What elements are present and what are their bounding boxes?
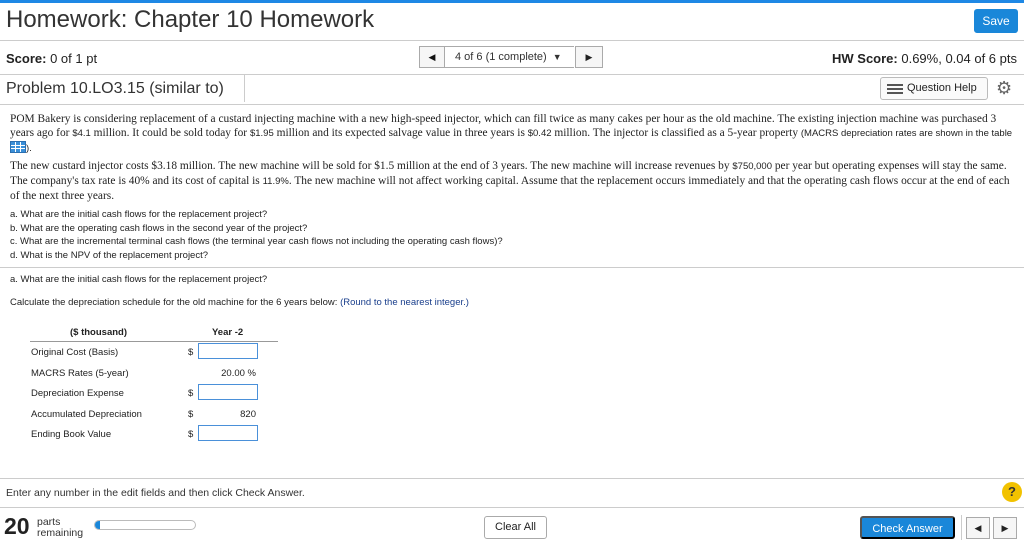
table-row: Accumulated Depreciation $ 820 bbox=[31, 408, 256, 420]
problem-title: Problem 10.LO3.15 (similar to) bbox=[6, 80, 224, 97]
table-row: Ending Book Value $ bbox=[30, 424, 278, 445]
instruction-text: Enter any number in the edit fields and then click Check Answer. bbox=[6, 487, 305, 499]
table-row: MACRS Rates (5-year) 20.00 % bbox=[31, 367, 256, 379]
divider bbox=[0, 507, 1024, 508]
list-item: d. What is the NPV of the replacement project? bbox=[10, 249, 209, 261]
gear-icon[interactable]: ⚙ bbox=[996, 78, 1013, 98]
table-row: Original Cost (Basis) $ bbox=[30, 342, 278, 363]
divider bbox=[0, 104, 1024, 105]
clear-all-button[interactable]: Clear All bbox=[484, 516, 547, 539]
divider bbox=[0, 267, 1024, 268]
progress-bar bbox=[94, 520, 196, 530]
table-header bbox=[30, 324, 278, 342]
previous-question-button[interactable]: ◀ bbox=[419, 46, 445, 68]
column-header: ($ thousand) bbox=[70, 327, 127, 338]
problem-bar bbox=[0, 74, 1024, 104]
next-question-button[interactable]: ▶ bbox=[575, 46, 603, 68]
chevron-down-icon: ▼ bbox=[552, 52, 562, 62]
paragraph-2: The new custard injector costs $3.18 million. The new machine will be sold for $1.5 million at the end of 3 years. The new machine will increase revenues by $750,000 per year but operating expenses will stay the same. The company's tax rate is 40% and its cost of capital is 11.9%. The new machine will not affect working capital. Assume that the replacement occurs immediately and that the operating cash flows occur at the end of each of the next three years. bbox=[10, 159, 1010, 203]
score-bar bbox=[0, 40, 1024, 74]
question-select[interactable]: 4 of 6 (1 complete) ▼ bbox=[445, 46, 574, 68]
problem-statement bbox=[10, 112, 1014, 203]
question-help-button[interactable]: Question Help bbox=[880, 77, 988, 100]
question-list bbox=[10, 208, 503, 262]
list-item: a. What are the initial cash flows for the replacement project? bbox=[10, 209, 268, 220]
table-icon[interactable] bbox=[10, 141, 26, 153]
score-value: 0 of 1 pt bbox=[50, 51, 98, 66]
parts-remaining-count: 20 bbox=[4, 513, 30, 539]
paragraph-1: POM Bakery is considering replacement of a custard injecting machine with a new high-speed injector, which can fill twice as many cakes per hour as the old machine. The existing injection machine was purchased 3 years ago for $4.1 million. It could be sold today for $1.95 million and its expected salvage value in three years is $0.42 million. The injector is classified as a 5-year property (MACRS depreciation rates are shown in the table ). bbox=[10, 113, 1013, 155]
top-accent-line bbox=[0, 0, 1024, 3]
divider bbox=[961, 515, 962, 540]
progress-fill bbox=[95, 521, 100, 529]
table-row: Depreciation Expense $ bbox=[30, 383, 278, 404]
previous-question-button[interactable]: ◀ bbox=[966, 517, 990, 539]
column-header: Year -2 bbox=[212, 327, 244, 338]
next-question-button[interactable]: ▶ bbox=[993, 517, 1017, 539]
page-title: Homework: Chapter 10 Homework bbox=[6, 6, 375, 33]
hw-score-value: 0.69%, 0.04 of 6 pts bbox=[901, 51, 1017, 66]
current-question: a. What are the initial cash flows for the replacement project? bbox=[10, 274, 268, 285]
ending-book-value-input[interactable] bbox=[198, 425, 258, 441]
divider bbox=[0, 478, 1024, 479]
list-icon bbox=[887, 84, 903, 94]
list-item: c. What are the incremental terminal cash flows (the terminal year cash flows not including the operating cash flows)? bbox=[10, 236, 503, 247]
save-button[interactable]: Save bbox=[974, 9, 1018, 33]
check-answer-button[interactable]: Check Answer bbox=[860, 516, 955, 539]
depreciation-expense-input[interactable] bbox=[198, 384, 258, 400]
score: Score: 0 of 1 pt bbox=[6, 51, 98, 66]
hw-score: HW Score: 0.69%, 0.04 of 6 pts bbox=[832, 51, 1017, 66]
question-navigator bbox=[419, 46, 574, 68]
divider bbox=[244, 74, 245, 102]
rounding-hint: (Round to the nearest integer.) bbox=[340, 297, 469, 308]
list-item: b. What are the operating cash flows in the second year of the project? bbox=[10, 222, 308, 234]
original-cost-input[interactable] bbox=[198, 343, 258, 359]
depreciation-table bbox=[30, 324, 278, 445]
calc-instruction: Calculate the depreciation schedule for the old machine for the 6 years below: (Round to the nearest integer.) bbox=[10, 297, 469, 308]
parts-remaining-label: parts remaining bbox=[37, 516, 84, 539]
help-icon[interactable]: ? bbox=[1002, 482, 1022, 502]
